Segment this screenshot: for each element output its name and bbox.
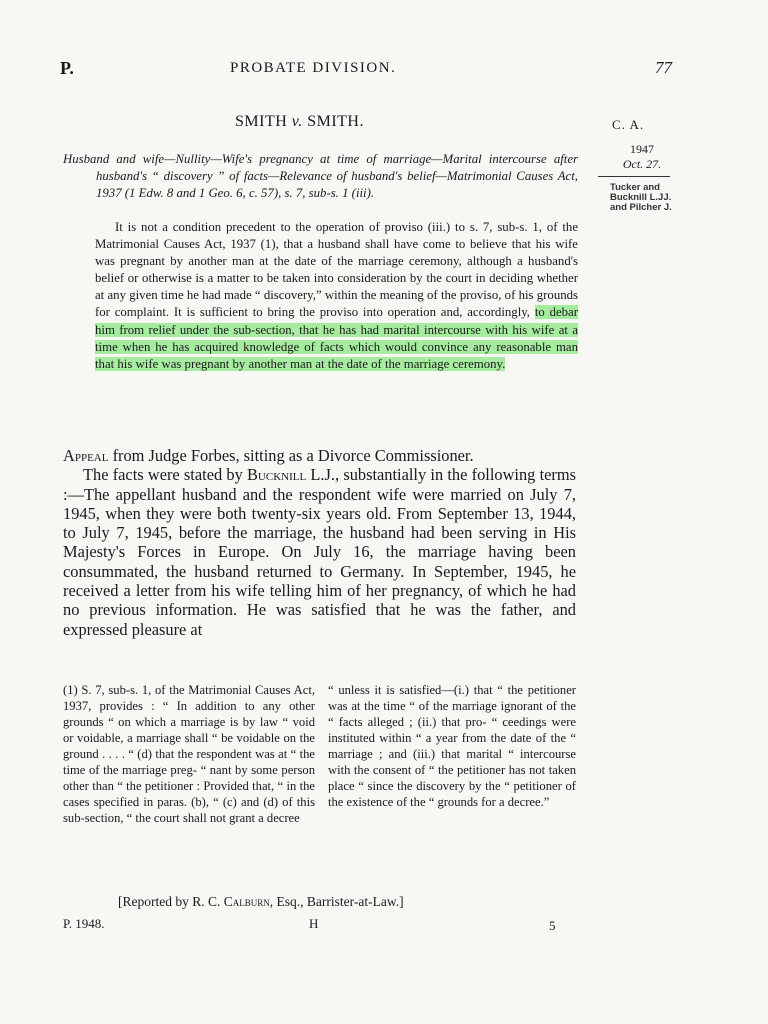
headnote-text: Husband and wife—Nullity—Wife's pregnancy at time of marriage—Marital intercourse after husband's “ discovery ” of facts—Relevance of husband's belief—Matrimonial Causes Act, 1937 (1 Edw. 8 and 1 Geo. 6, c. 57), s. 7, sub-s. 1 (iii). bbox=[63, 152, 578, 200]
footer-sheet-number: 5 bbox=[549, 918, 556, 933]
headnote bbox=[63, 151, 578, 202]
reporter-prefix: [Reported by R. C. bbox=[118, 894, 224, 909]
running-head bbox=[60, 58, 672, 80]
sidebar-judge-line: Tucker and bbox=[610, 182, 660, 193]
facts-text: L.J., substantially in the following terms :—The appellant husband and the respondent wife were married on July 7, 1945, when they were both twenty-six years old. From September 13, 1944, to July 7, 1945, before the marriage, the husband had been serving in His Majesty's Forces in Europe. On July 16, the marriage having been consummated, the husband returned to Germany. In September, 1945, he received a letter from his wife telling him of her pregnancy, of which he had no previous information. He was satisfied that he was the father, and expressed pleasure at bbox=[63, 465, 576, 639]
holding-paragraph bbox=[95, 219, 578, 373]
footnote-left-column: (1) S. 7, sub-s. 1, of the Matrimonial Causes Act, 1937, provides : “ In addition to any other grounds “ on which a marriage is by law “ void or voidable, a marriage shall “ be voidable on the ground . . . . “ (d) that the respondent was at “ the time of the marriage preg- “ nant by some person other than “ the petitioner : Provided that, “ in the cases specified in paras. (b), “ (c) and (d) of this sub-section, “ the court shall not grant a decree bbox=[63, 683, 315, 825]
reporter-name: Calburn bbox=[223, 894, 270, 909]
highlighted-passage: to debar him from relief under the sub-section, that he has had marital intercourse with his wife at a time when he has acquired knowledge of facts which would convince any reasonable man that his wife was pregnant by another man at the date of the marriage ceremony. bbox=[95, 305, 578, 371]
sidebar-judges bbox=[610, 183, 672, 213]
sidebar-divider bbox=[598, 176, 670, 177]
sidebar-judge-line: and Pilcher J. bbox=[610, 202, 672, 213]
holding-text: It is not a condition precedent to the operation of proviso (iii.) to s. 7, sub-s. 1, of the Matrimonial Causes Act, 1937 (1), that a husband shall have come to believe that his wife was pregnant by another man at the date of the marriage ceremony, although a husband's belief or otherwise is a matter to be taken into consideration by the court in deciding whether at any given time he had made “ discovery,” within the meaning of the proviso, of his grounds for complaint. It is sufficient to bring the proviso into operation and, accordingly, bbox=[95, 220, 578, 320]
footnote-right-column: “ unless it is satisfied—(i.) that “ the petitioner was at the time “ of the marriage ignorant of the “ facts alleged ; (ii.) that pro- “ ceedings were instituted within “ a year from the date of the “ marriage ; and (iii.) that marital “ intercourse with the consent of “ the petitioner has not taken place “ since the discovery by the “ petitioner of the existence of the “ grounds for a decree.” bbox=[328, 683, 576, 809]
footer-signature-mark: H bbox=[309, 916, 319, 931]
sidebar-court: C. A. bbox=[612, 117, 645, 132]
judgment-body bbox=[63, 446, 576, 639]
case-title-defendant: SMITH. bbox=[302, 113, 364, 130]
sidebar-judge-line: Bucknill L.JJ. bbox=[610, 192, 672, 203]
page-number: 77 bbox=[655, 58, 672, 77]
appeal-text: from Judge Forbes, sitting as a Divorce Commissioner. bbox=[108, 446, 474, 465]
holding-text-block bbox=[95, 219, 578, 373]
header-section-letter: P. bbox=[60, 58, 74, 78]
header-division-title: PROBATE DIVISION. bbox=[230, 60, 397, 76]
reporter-line bbox=[118, 894, 404, 910]
sidebar-date: Oct. 27. bbox=[622, 157, 662, 171]
reporter-suffix: , Esq., Barrister-at-Law.] bbox=[269, 894, 404, 909]
facts-paragraph bbox=[63, 465, 576, 639]
facts-judge-name: Bucknill bbox=[247, 465, 307, 485]
appeal-paragraph bbox=[63, 446, 576, 465]
footer-volume: P. 1948. bbox=[63, 916, 105, 931]
case-title-versus: v. bbox=[291, 113, 303, 130]
appeal-word: Appeal bbox=[63, 446, 109, 465]
sidebar-year: 1947 bbox=[630, 142, 654, 156]
case-title-plaintiff: SMITH bbox=[235, 113, 292, 130]
case-title bbox=[235, 113, 364, 131]
sidebar-date-block bbox=[612, 142, 672, 172]
facts-intro: The facts were stated by bbox=[83, 465, 247, 485]
